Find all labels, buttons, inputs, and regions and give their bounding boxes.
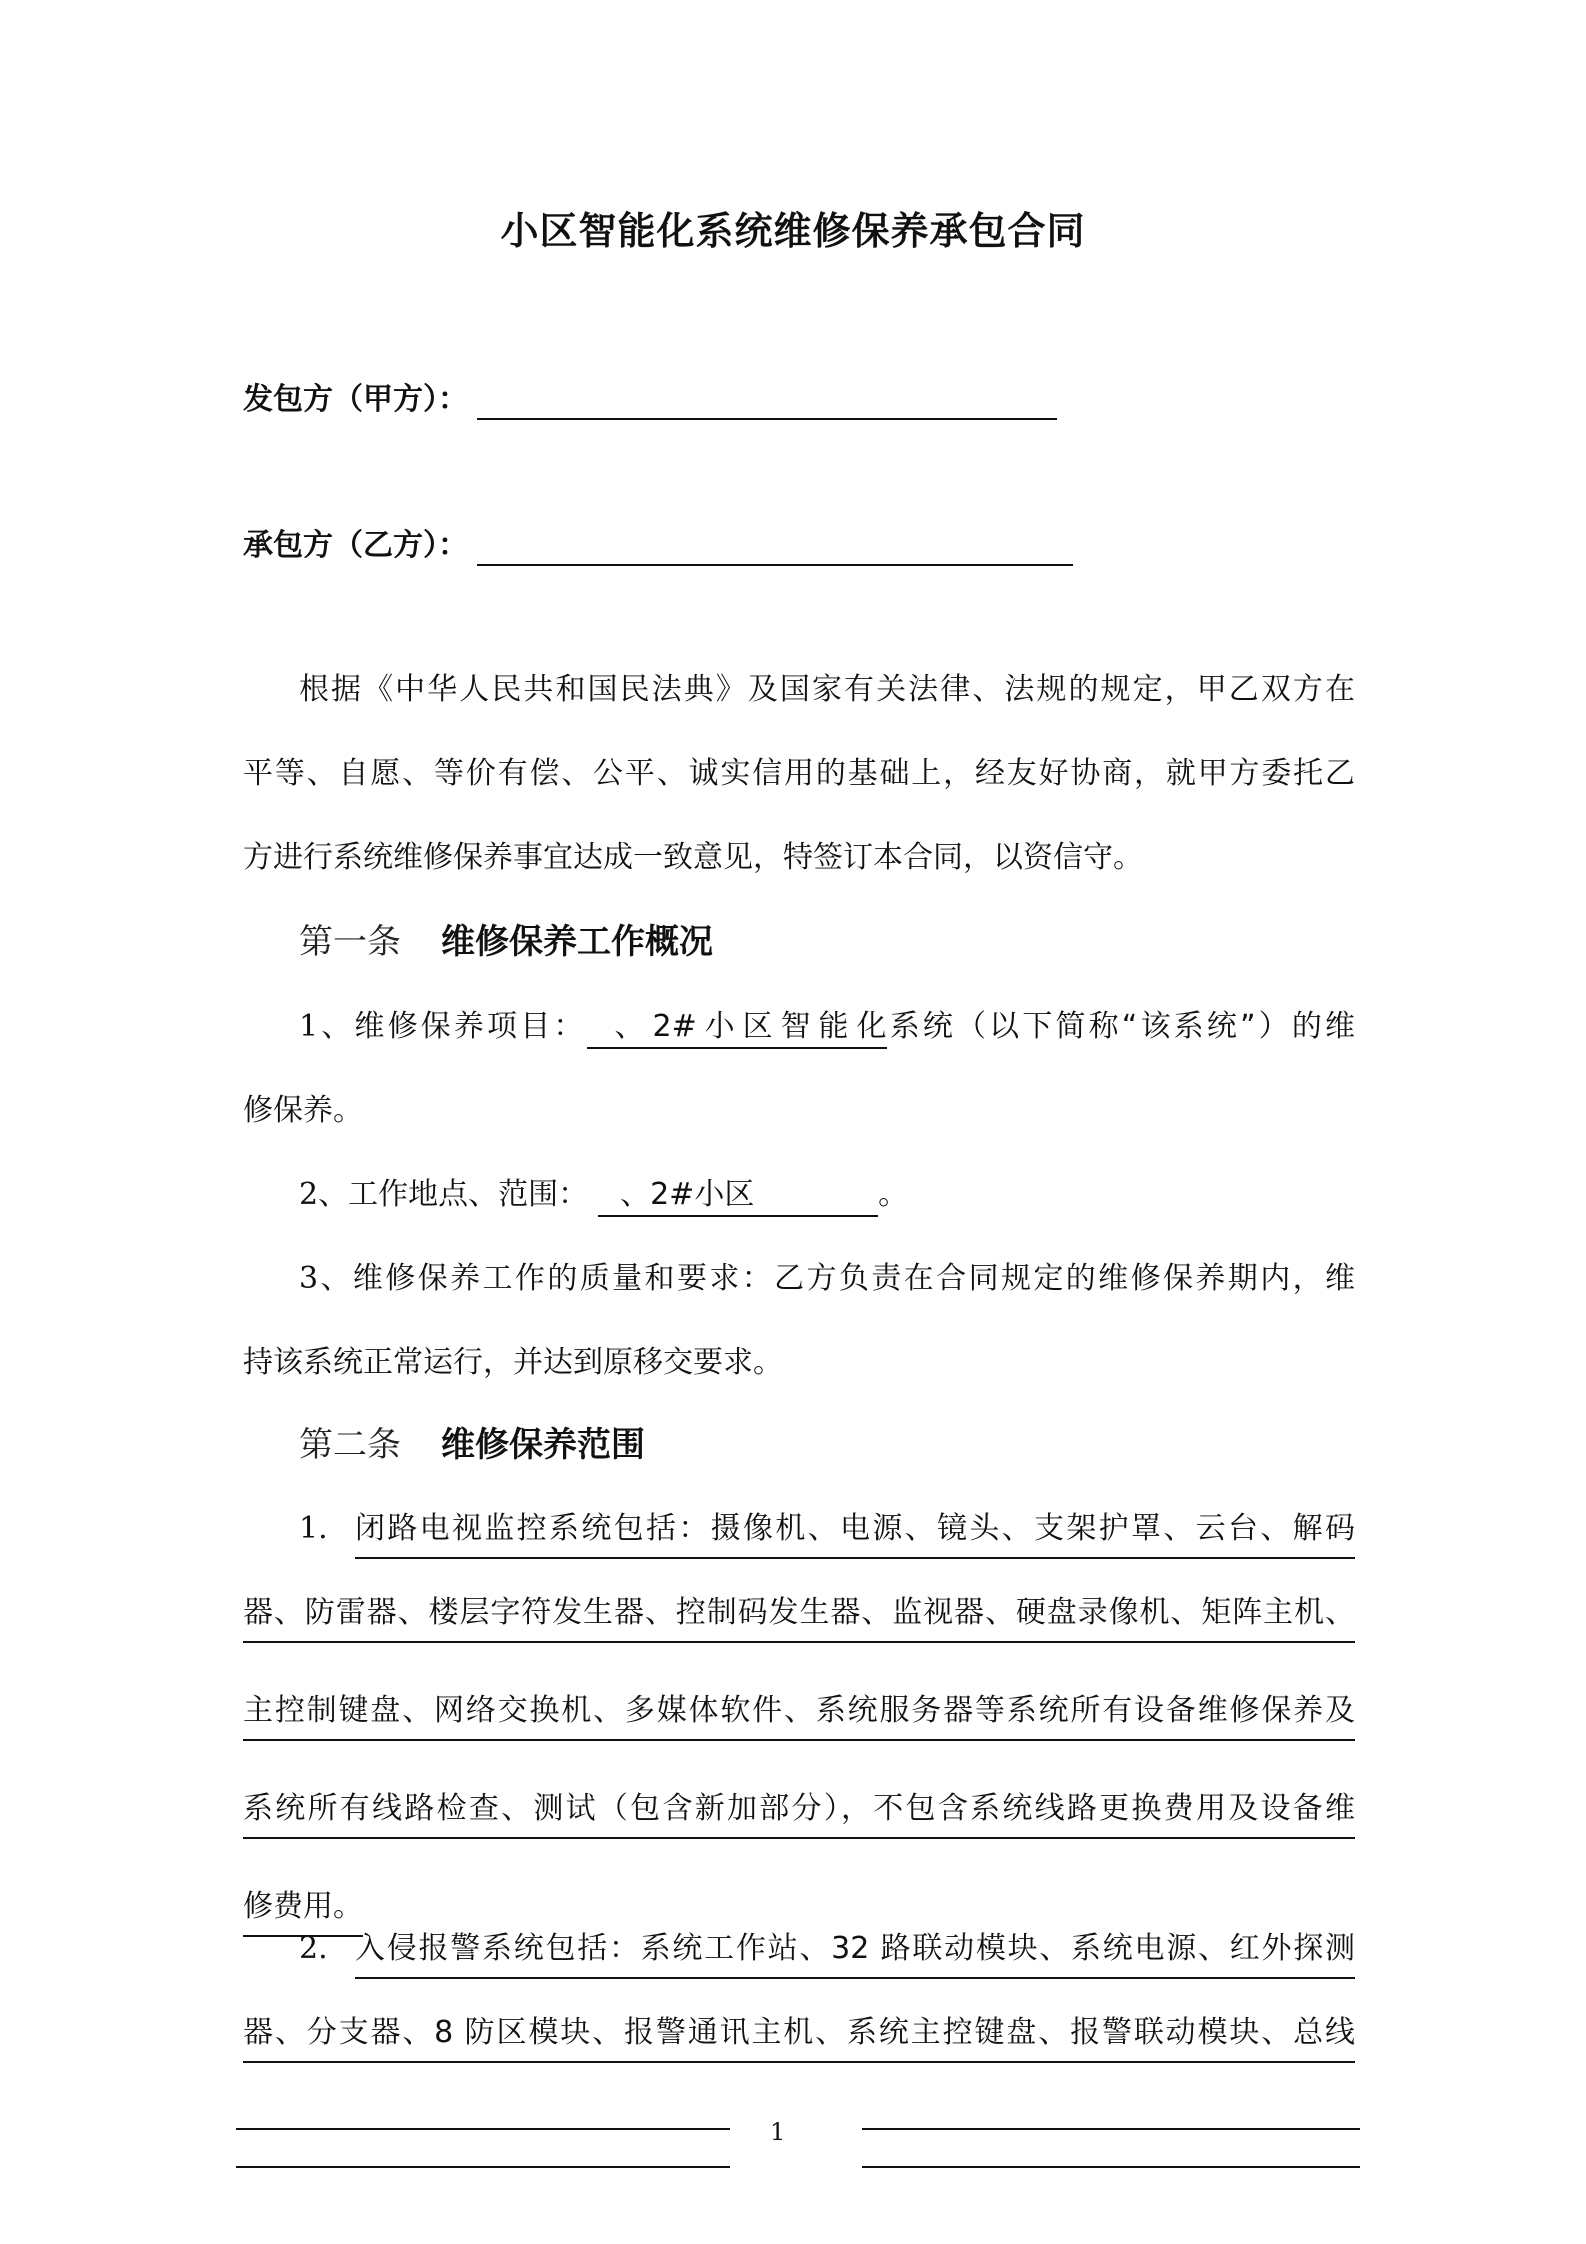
contract-title: 小区智能化系统维修保养承包合同 <box>500 209 1086 253</box>
item-number: 2、 <box>299 1177 349 1212</box>
scope-line: 修费用。 <box>243 1879 363 1937</box>
party-a-blank[interactable] <box>477 418 1057 420</box>
item1-rest: 系统（以下简称“该系统”）的维 <box>886 1009 1355 1044</box>
article1-item1 <box>243 985 1355 1153</box>
article2-title: 维修保养范围 <box>441 1425 645 1465</box>
intro-line: 方进行系统维修保养事宜达成一致意见，特签订本合同，以资信守。 <box>243 840 1143 875</box>
item1-label: 维修保养项目： <box>354 1009 587 1044</box>
intro-line: 平等、自愿、等价有偿、公平、诚实信用的基础上，经友好协商，就甲方委托乙 <box>243 756 1355 791</box>
party-a-label: 发包方（甲方）： <box>243 382 468 417</box>
article2-number: 第二条 <box>299 1425 401 1465</box>
item3-line1: 维修保养工作的质量和要求：乙方负责在合同规定的维修保养期内，维 <box>352 1261 1356 1296</box>
scope-line: 器、分支器、8 防区模块、报警通讯主机、系统主控键盘、报警联动模块、总线 <box>243 2005 1355 2063</box>
scope-line: 主控制键盘、网络交换机、多媒体软件、系统服务器等系统所有设备维修保养及 <box>243 1683 1355 1741</box>
article1-item2 <box>243 1153 1355 1237</box>
item3-line2: 持该系统正常运行，并达到原移交要求。 <box>243 1345 783 1380</box>
article1-item3 <box>243 1237 1355 1405</box>
party-b-label: 承包方（乙方）： <box>243 528 468 563</box>
article1-number: 第一条 <box>299 922 401 962</box>
intro-paragraph <box>243 648 1355 900</box>
article2-heading <box>243 1403 1411 1487</box>
article2-item2 <box>243 1907 1355 2089</box>
scope-line: 入侵报警系统包括：系统工作站、32 路联动模块、系统电源、红外探测 <box>355 1921 1355 1979</box>
item2-end: 。 <box>878 1177 909 1212</box>
article2-item1 <box>243 1487 1355 1949</box>
item-number: 1. <box>299 1511 328 1546</box>
footer-rule-right-top <box>862 2128 1360 2130</box>
footer-rule-left-top <box>236 2128 730 2130</box>
item-number: 1、 <box>299 1009 355 1044</box>
item-number: 2. <box>299 1931 328 1966</box>
intro-line: 根据《中华人民共和国民法典》及国家有关法律、法规的规定，甲乙双方在 <box>299 672 1355 707</box>
article1-heading <box>243 900 1411 984</box>
item1-continuation: 修保养。 <box>243 1093 363 1128</box>
scope-line: 闭路电视监控系统包括：摄像机、电源、镜头、支架护罩、云台、解码 <box>355 1501 1355 1559</box>
footer-rule-right-bottom <box>862 2166 1360 2168</box>
page-number: 1 <box>770 2118 786 2146</box>
item2-label: 工作地点、范围： <box>348 1177 589 1212</box>
scope-line: 器、防雷器、楼层字符发生器、控制码发生器、监视器、硬盘录像机、矩阵主机、 <box>243 1585 1355 1643</box>
footer-rule-left-bottom <box>236 2166 730 2168</box>
work-location-field[interactable]: 、2#小区 <box>598 1175 878 1217</box>
project-name-field[interactable]: 、2#小区智能化 <box>587 1007 887 1049</box>
scope-line: 系统所有线路检查、测试（包含新加部分），不包含系统线路更换费用及设备维 <box>243 1781 1355 1839</box>
item-number: 3、 <box>299 1261 353 1296</box>
article1-title: 维修保养工作概况 <box>441 922 713 962</box>
party-b-blank[interactable] <box>477 564 1073 566</box>
